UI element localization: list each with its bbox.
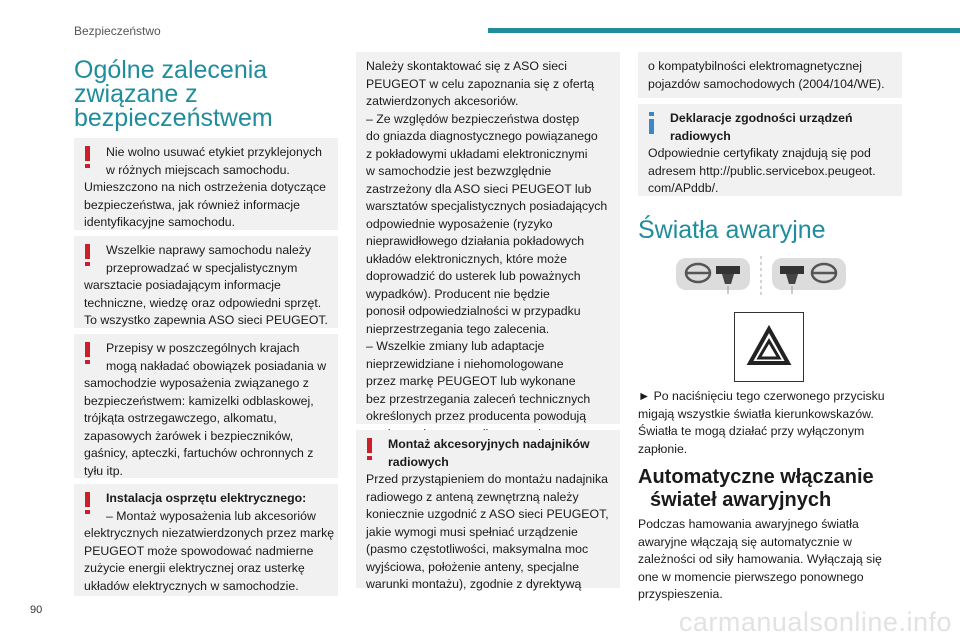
section-title-safety <box>74 58 324 130</box>
text-line: one w momencie pierwszego ponownego <box>638 569 864 584</box>
text-line: Należy skontaktować się z ASO sieci <box>366 59 567 73</box>
warning-exclamation-icon <box>85 244 91 266</box>
title-line: Ogólne zalecenia <box>74 56 268 84</box>
watermark: carmanualsonline.info <box>678 607 952 637</box>
warning-exclamation-icon <box>85 342 91 364</box>
text-line: warunki montażu), zgodnie z dyrektywą <box>366 577 582 591</box>
text-line: doprowadzić do usterek lub poważnych <box>366 269 581 283</box>
info-box-declarations <box>638 104 902 196</box>
text-line: bez przestrzegania zaleceń technicznych <box>366 391 591 406</box>
steering-wheel-right-icon <box>772 258 846 294</box>
box-heading: radiowych <box>388 454 449 469</box>
text-line: Umieszczono na nich ostrzeżenia dotyczące <box>84 180 326 194</box>
text-line: PEUGEOT może spowodować nadmierne <box>84 543 314 558</box>
text-line: Światła te mogą działać przy wyłączonym <box>638 424 865 438</box>
text-line: zastrzeżony dla ASO sieci PEUGEOT lub <box>366 181 592 196</box>
text-line: nieprzestrzegania tego zalecenia. <box>366 321 550 336</box>
warning-box-electrical-continued <box>356 52 620 424</box>
text-line: pojazdów samochodowych (2004/104/WE). <box>648 76 885 91</box>
text-line: zapasowych żarówek i bezpieczników, <box>84 428 294 443</box>
box-heading: Instalacja osprzętu elektrycznego: <box>106 491 307 505</box>
warning-box-repairs <box>74 236 338 328</box>
text-line: – Wszelkie zmiany lub adaptacje <box>366 339 545 353</box>
text-line: z pokładowymi układami elektronicznymi <box>366 146 588 161</box>
text-line: zatwierdzonych akcesoriów. <box>366 94 519 108</box>
text-line: samochodzie wyposażenia związanego z <box>84 376 309 390</box>
warning-box-labels <box>74 138 338 230</box>
text-line: (pasmo częstotliwości, maksymalna moc <box>366 542 589 556</box>
text-line: jakie wymogi musi spełniać urządzenie <box>366 524 578 539</box>
box-heading: Deklaracje zgodności urządzeń <box>670 111 853 125</box>
text-line: – Ze względów bezpieczeństwa dostęp <box>366 111 580 126</box>
text-line: wypadków). Producent nie będzie <box>366 286 550 301</box>
text-line: zapłonie. <box>638 441 688 456</box>
text-line: wyjściowa, położenie anteny, specjalne <box>366 559 580 574</box>
text-line: przeprowadzać w specjalistycznym <box>106 260 298 275</box>
text-line: przez markę PEUGEOT lub wykonane <box>366 374 576 388</box>
text-line: koniecznie uzgodnić z ASO sieci PEUGEOT, <box>366 507 609 521</box>
text-line: nieprzewidziane i niehomologowane <box>366 356 564 371</box>
text-line: o kompatybilności elektromagnetycznej <box>648 59 862 73</box>
text-line: To wszystko zapewnia ASO sieci PEUGEOT. <box>84 313 328 327</box>
text-line: bezpieczeństwem: kamizelki odblaskowej, <box>84 393 314 408</box>
title-line: bezpieczeństwem <box>74 104 273 132</box>
text-line: Przepisy w poszczególnych krajach <box>106 341 300 355</box>
warning-exclamation-icon <box>85 146 91 168</box>
text-line: Podczas hamowania awaryjnego światła <box>638 517 859 531</box>
header-accent-bar <box>488 28 960 33</box>
text-line: PEUGEOT w celu zapoznania się z ofertą <box>366 76 595 91</box>
title-line: świateł awaryjnych <box>650 489 832 511</box>
hazard-warning-button <box>734 312 804 382</box>
text-line: Nie wolno usuwać etykiet przyklejonych <box>106 145 322 159</box>
text-line: nieprawidłowego działania pokładowych <box>366 234 585 248</box>
box-heading: Montaż akcesoryjnych nadajników <box>388 437 590 451</box>
text-line: elektrycznych niezatwierdzonych przez markę <box>84 526 335 540</box>
warning-box-radio-continued <box>638 52 902 98</box>
text-line: w samochodzie jest bezwzględnie <box>366 164 552 178</box>
text-line: ponosił odpowiedzialności w przypadku <box>366 304 581 318</box>
auto-hazard-description <box>638 516 910 604</box>
text-line: w różnych miejscach samochodu. <box>106 162 290 177</box>
box-heading: radiowych <box>670 128 731 143</box>
text-line: trójkąta ostrzegawczego, alkomatu, <box>84 411 277 425</box>
warning-box-regulations <box>74 334 338 478</box>
hazard-warning-triangle-icon <box>735 313 803 381</box>
text-line: bezpieczeństwa, jak również informacje <box>84 197 300 212</box>
text-line: zależności od siły hamowania. Wyłączają się <box>638 552 882 566</box>
text-line: adresem http://public.servicebox.peugeot. <box>648 163 876 178</box>
warning-box-radio-transmitters <box>356 430 620 591</box>
text-line: zużycie energii elektrycznej oraz usterkę <box>84 561 305 575</box>
warning-exclamation-icon <box>367 438 373 460</box>
text-line: ► Po naciśnięciu tego czerwonego przycisku <box>638 389 885 403</box>
text-line: Odpowiednie certyfikaty znajdują się pod <box>648 146 871 160</box>
text-line: mogą nakładać obowiązek posiadania w <box>106 358 327 373</box>
section-title-hazard-lights: Światła awaryjne <box>638 216 826 244</box>
title-line: Automatyczne włączanie <box>638 466 874 488</box>
text-line: układów elektrycznych w samochodzie. <box>84 578 299 593</box>
warning-box-electrical <box>74 484 338 596</box>
text-line: do gniazda diagnostycznego powiązanego <box>366 129 598 143</box>
text-line: warsztacie posiadającym informacje <box>84 278 281 292</box>
text-line: warsztatów specjalistycznych posiadających <box>366 199 608 213</box>
text-line: Przed przystąpieniem do montażu nadajnika <box>366 472 608 486</box>
page-number: 90 <box>30 604 43 616</box>
text-line: odpowiednie wyposażenie (ryzyko <box>366 216 553 231</box>
text-line: – Montaż wyposażenia lub akcesoriów <box>106 508 316 523</box>
text-line: gaśnicy, apteczki, fartuchów ochronnych z <box>84 446 314 460</box>
text-line: tyłu itp. <box>84 463 123 478</box>
steering-wheel-left-icon <box>676 258 750 294</box>
text-line: układów elektronicznych, które może <box>366 251 567 266</box>
hazard-lights-description <box>638 388 910 458</box>
text-line: przyspieszenia. <box>638 587 723 601</box>
text-line: identyfikacyjne samochodu. <box>84 215 236 229</box>
title-line: związane z <box>74 80 198 108</box>
text-line: awaryjne włączają się automatycznie w <box>638 534 852 549</box>
info-icon <box>649 112 655 134</box>
text-line: techniczne, wiedzę oraz odpowiedni sprzęt. <box>84 295 322 310</box>
text-line: radiowego z anteną zewnętrzną należy <box>366 489 579 504</box>
text-line: migają wszystkie światła kierunkowskazów. <box>638 406 874 421</box>
text-line: Wszelkie naprawy samochodu należy <box>106 243 312 257</box>
subsection-title-auto-hazard <box>638 466 874 512</box>
text-line: określonych przez producenta powodują <box>366 409 587 423</box>
text-line: com/APddb/. <box>648 181 719 195</box>
section-label: Bezpieczeństwo <box>74 24 161 38</box>
warning-exclamation-icon <box>85 492 91 514</box>
dashboard-illustration <box>676 256 846 296</box>
